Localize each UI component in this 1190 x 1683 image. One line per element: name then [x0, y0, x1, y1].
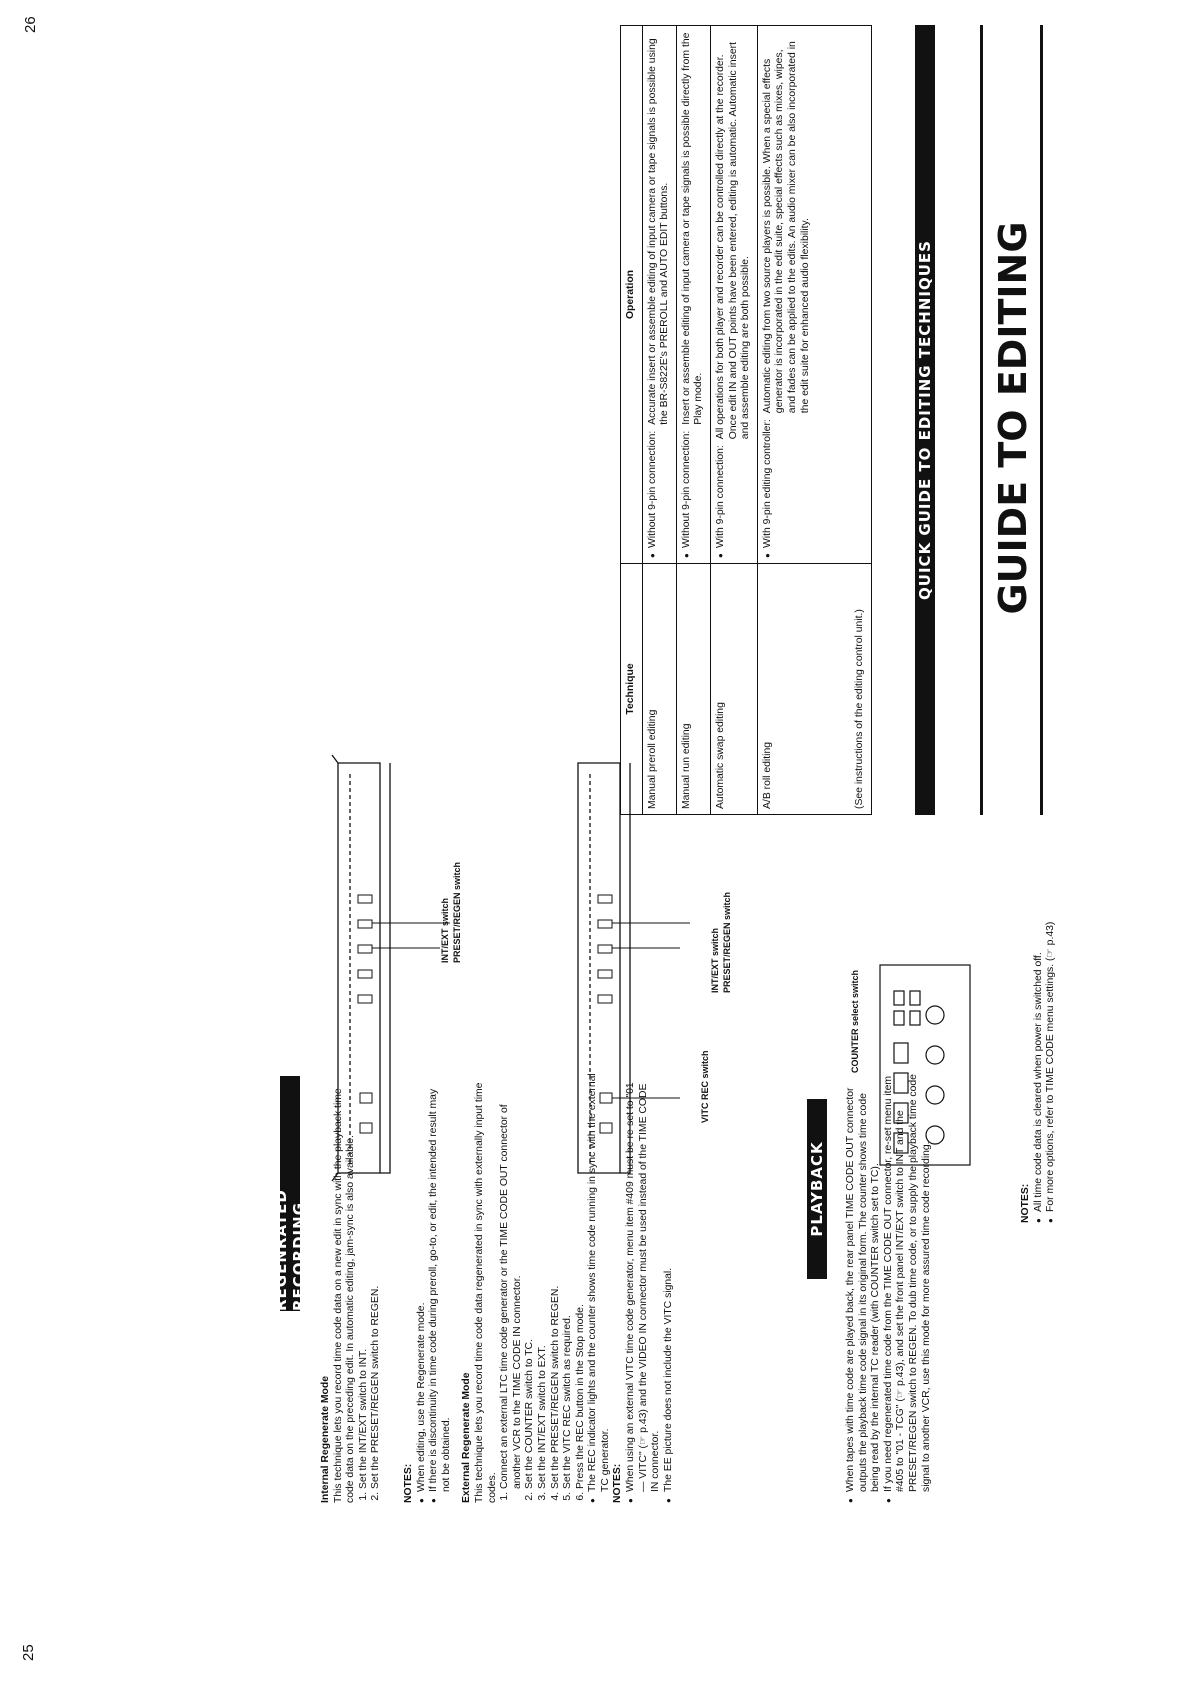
technique-cell	[757, 564, 871, 815]
operation-text: Insert or assemble editing of input camera or tape signals is possible directly from the Play mode.	[680, 32, 705, 425]
table-row	[676, 26, 710, 815]
notes2-heading: NOTES:	[612, 1463, 624, 1503]
internal-step: 2. Set the PRESET/REGEN switch to REGEN.	[370, 1073, 383, 1489]
operation-cell	[676, 26, 710, 564]
vitc-rec-label: VITC REC switch	[700, 1050, 710, 1123]
note-item: ● When editing, use the Regenerate mode.	[416, 1073, 429, 1503]
note-item: ● If there is discontinuity in time code during preroll, go-to, or edit, the intended result may not be obtained.	[428, 1073, 453, 1503]
col-operation: Operation	[621, 26, 643, 564]
table-row	[757, 26, 871, 815]
notes1-heading: NOTES:	[402, 1463, 414, 1503]
technique-cell: Automatic swap editing	[710, 564, 757, 815]
external-step: 2. Set the COUNTER switch to TC.	[524, 1073, 537, 1489]
external-step: 3. Set the INT/EXT switch to EXT.	[537, 1073, 550, 1489]
external-step: 5. Set the VITC REC switch as required.	[562, 1073, 575, 1489]
counter-select-label: COUNTER select switch	[850, 969, 860, 1073]
external-bullet: ● The REC indicator lights and the counter shows time code running in sync with the external TC generator.	[587, 1073, 612, 1503]
counter-diagram	[870, 955, 980, 1175]
page-number-left: 25	[20, 1644, 37, 1661]
technique-name: A/B roll editing	[761, 742, 773, 809]
external-text: This technique lets you record time code data regenerated in sync with externally input time codes.	[473, 1082, 498, 1503]
notes3-list	[1033, 863, 1058, 1223]
quick-guide-title-bar: QUICK GUIDE TO EDITING TECHNIQUES	[915, 25, 935, 815]
connection-label: ● Without 9-pin connection:	[681, 431, 706, 558]
external-heading: External Regenerate Mode	[461, 1372, 473, 1503]
preset-regen-label: PRESET/REGEN switch	[452, 861, 462, 963]
connection-label: ● Without 9-pin connection:	[647, 431, 672, 558]
operation-cell	[642, 26, 676, 564]
guide-title: GUIDE TO EDITING	[990, 221, 1035, 615]
operation-cell	[710, 26, 757, 564]
quick-guide-table	[620, 25, 872, 815]
playback-item: ● When tapes with time code are played back, the rear panel TIME CODE OUT connector outputs the playback time code signal in its original form. The counter shows time code being read by the internal TC reader (with COUNTER switch set to TC).	[845, 1073, 883, 1503]
regen-title-bar: REGENRATED RECORDING	[280, 1076, 300, 1311]
external-step: 4. Set the PRESET/REGEN switch to REGEN.	[550, 1073, 563, 1489]
operation-text: All operations for both player and recorder can be controlled directly at the recorder. Once edit IN and OUT points have been entered, editing is automatic. Automatic insert and assemble editing are both possible.	[714, 42, 752, 440]
int-ext-label: INT/EXT switch	[440, 897, 450, 963]
internal-text: This technique lets you record time code data on a new edit in sync with the playback time code data on the preceding edit. In automatic editing, jam-sync is also available.	[332, 1088, 357, 1503]
technique-cell: Manual preroll editing	[642, 564, 676, 815]
title-rule-bottom	[1040, 25, 1043, 815]
internal-heading: Internal Regenerate Mode	[320, 1375, 331, 1503]
col-technique: Technique	[621, 564, 643, 815]
internal-step: 1. Set the INT/EXT switch to INT.	[358, 1073, 371, 1489]
table-row	[642, 26, 676, 815]
note-item: ● For more options, refer to TIME CODE menu settings. (☞ p.43)	[1045, 863, 1058, 1223]
operation-text: Accurate insert or assemble editing of input camera or tape signals is possible using the BR-S822E's PREROLL and AUTO EDIT buttons.	[646, 38, 671, 425]
operation-cell	[757, 26, 871, 564]
note-item: ● All time code data is cleared when power is switched off.	[1033, 863, 1046, 1223]
notes3-section	[1020, 863, 1058, 1223]
connection-label: ● With 9-pin editing controller:	[762, 419, 812, 558]
playback-title-bar: PLAYBACK	[807, 1099, 827, 1279]
connection-label: ● With 9-pin connection:	[715, 445, 753, 558]
int-ext-label-2: INT/EXT switch	[710, 927, 720, 993]
external-step: 1. Connect an external LTC time code generator or the TIME CODE OUT connector of another VCR to the TIME CODE IN connector.	[499, 1073, 524, 1489]
external-step: 6. Press the REC button in the Stop mode.	[575, 1073, 588, 1489]
title-rule-top	[980, 25, 983, 815]
playback-item: ● If you need regenerated time code from the TIME CODE OUT connector, re-set menu item #405 to "01 - TCG" (☞ p.43), and set the front panel INT/EXT switch to INT and the PRESET/REGEN switch to REGEN. To dub time code, or to supply the playback time code signal to another VCR, use this mode for more assured time code recording.	[883, 1073, 933, 1503]
note-item: ● The EE picture does not include the VITC signal.	[663, 1073, 676, 1503]
technique-cell: Manual run editing	[676, 564, 710, 815]
note-item: ● When using an external VITC time code generator, menu item #409 must be re-set to "01 — VITC" (☞ p.43) and the VIDEO IN connector must be used instead of the TIME CODE IN connector.	[625, 1073, 663, 1503]
operation-text: Automatic editing from two source players is possible. When a special effects generator is incorporated in the edit suite, special effects such as mixes, wipes, and fades can be applied to the edits. An audio mixer can be also incorporated in the edit suite for enhanced audio flexibility.	[761, 41, 811, 414]
page-number-right: 26	[22, 16, 39, 33]
notes3-heading: NOTES:	[1020, 1183, 1031, 1223]
preset-regen-label-2: PRESET/REGEN switch	[722, 891, 732, 993]
technique-note: (See instructions of the editing control unit.)	[854, 609, 866, 809]
table-row	[710, 26, 757, 815]
